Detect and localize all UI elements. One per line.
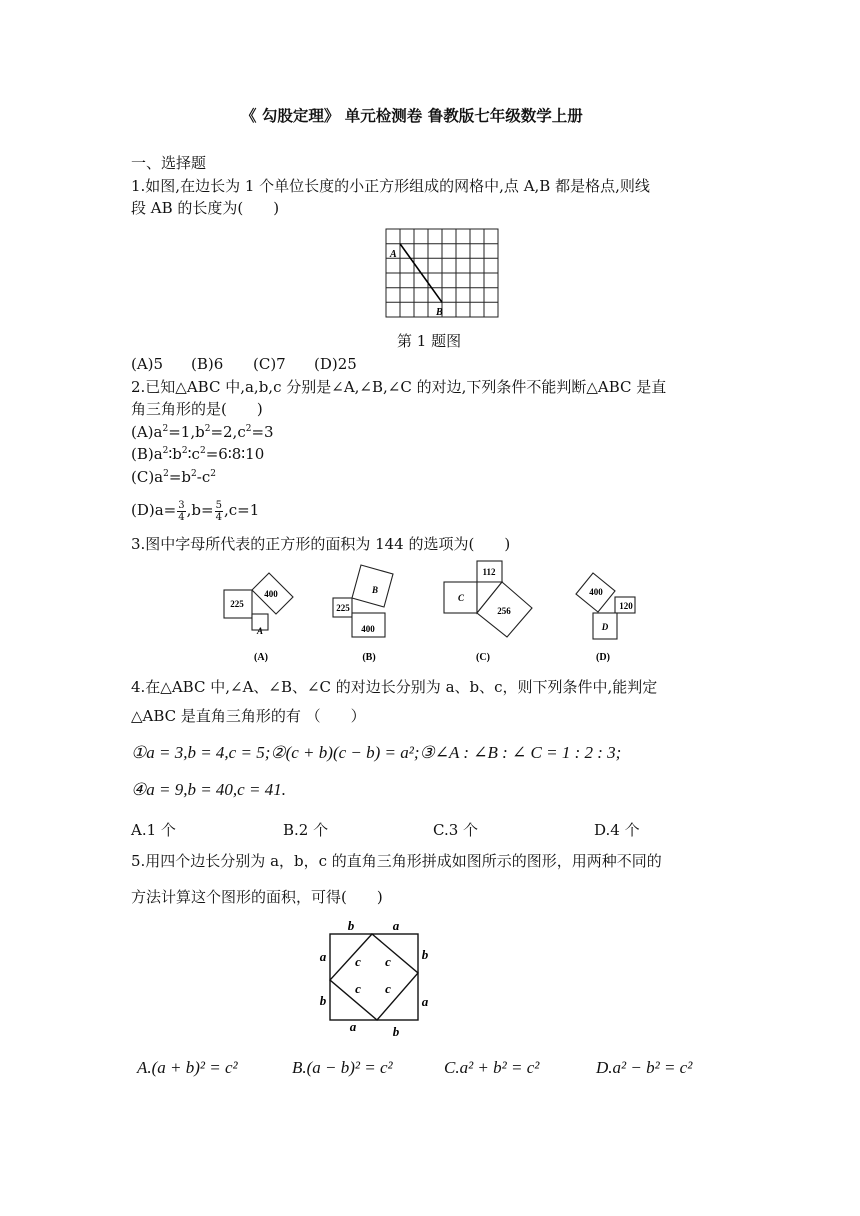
point-a-label: A [390, 249, 397, 260]
q5-label-left-a: a [319, 949, 327, 964]
q1-stem-line1: 1.如图,在边长为 1 个单位长度的小正方形组成的网格中,点 A,B 都是格点,则线 [131, 177, 650, 195]
section-heading: 一、选择题 [131, 154, 207, 172]
page-title: 《 勾股定理》 单元检测卷 鲁教版七年级数学上册 [241, 107, 583, 125]
q5-square-figure [314, 914, 438, 1042]
q3c-square-3: 256 [497, 606, 511, 616]
q3-label-c: (C) [476, 652, 490, 663]
q2-option-d: (D)a= $\frac{3}{4}$ ,b= $\frac{5}{4}$ ,c=1 [131, 499, 260, 523]
q3c-square-2: C [457, 593, 465, 603]
q1-option-c: (C)7 [253, 355, 286, 373]
q3d-square-3: D [601, 622, 609, 632]
q2-stem-line2: 角三角形的是( ) [131, 400, 263, 418]
q3a-square-3: A [256, 626, 264, 636]
q1-stem-line2: 段 AB 的长度为( ) [131, 199, 280, 217]
q2-option-c: $(C)a^2=b^2-c^2$ [131, 468, 216, 486]
q4-option-d: D.4 个 [594, 821, 640, 839]
q5-label-bottom-b: b [392, 1024, 400, 1039]
q3-figures [215, 555, 640, 667]
q1-option-a: (A)5 [131, 355, 164, 373]
q5-option-d: D.a² − b² = c² [596, 1058, 693, 1077]
q4-conditions-line2: ④a = 9,b = 40,c = 41. [131, 780, 286, 799]
q3-stem: 3.图中字母所代表的正方形的面积为 144 的选项为( ) [131, 535, 511, 553]
q5-label-left-b: b [319, 993, 327, 1008]
q1-option-d: (D)25 [314, 355, 357, 373]
q4-stem-line2: △ABC 是直角三角形的有 （ ） [131, 707, 366, 725]
q3b-square-1: 225 [336, 603, 350, 613]
q3d-square-1: 400 [589, 587, 603, 597]
q3-label-b: (B) [362, 652, 376, 663]
q5-option-a: A.(a + b)² = c² [137, 1058, 238, 1077]
q5-label-top-b: b [347, 918, 355, 933]
q1-grid-figure [382, 226, 506, 320]
q5-label-c-3: c [355, 981, 361, 996]
q1-option-b: (B)6 [191, 355, 224, 373]
q5-label-right-a: a [421, 994, 429, 1009]
q4-option-a: A.1 个 [131, 821, 176, 839]
q3b-square-2: B [371, 585, 379, 595]
q5-option-b: B.(a − b)² = c² [292, 1058, 393, 1077]
q3d-square-2: 120 [619, 601, 633, 611]
q4-conditions-line1: ①a = 3,b = 4,c = 5;②(c + b)(c − b) = a²;③∠A : ∠B : ∠ C = 1 : 2 : 3; [131, 743, 622, 762]
q5-label-right-b: b [421, 947, 429, 962]
q5-label-c-1: c [355, 954, 361, 969]
q5-label-top-a: a [392, 918, 400, 933]
q5-label-c-2: c [385, 954, 391, 969]
q2-option-a: $(A)a^2=1,b^2=2,c^2=3$ [131, 423, 274, 441]
q4-option-c: C.3 个 [433, 821, 479, 839]
q5-label-c-4: c [385, 981, 391, 996]
q3-label-d: (D) [596, 652, 610, 663]
q3-label-a: (A) [254, 652, 268, 663]
q5-stem-line1: 5.用四个边长分别为 a，b，c 的直角三角形拼成如图所示的图形，用两种不同的 [131, 852, 662, 870]
q5-stem-line2: 方法计算这个图形的面积，可得( ) [131, 888, 383, 906]
q3a-square-2: 400 [264, 589, 278, 599]
point-b-label: B [436, 307, 443, 318]
q2-stem-line1: 2.已知△ABC 中,a,b,c 分别是∠A,∠B,∠C 的对边,下列条件不能判断△ABC 是直 [131, 378, 667, 396]
q5-label-bottom-a: a [349, 1019, 357, 1034]
q4-stem-line1: 4.在△ABC 中,∠A、∠B、∠C 的对边长分别为 a、b、c，则下列条件中,能判定 [131, 678, 658, 696]
q4-option-b: B.2 个 [283, 821, 329, 839]
q3a-square-1: 225 [230, 599, 244, 609]
q2-option-b: $(B)a^2∶b^2∶c^2=6∶8∶10$ [131, 445, 265, 463]
q1-figure-caption: 第 1 题图 [397, 332, 462, 350]
q3c-square-1: 112 [482, 567, 496, 577]
q3b-square-3: 400 [361, 624, 375, 634]
q5-option-c: C.a² + b² = c² [444, 1058, 540, 1077]
